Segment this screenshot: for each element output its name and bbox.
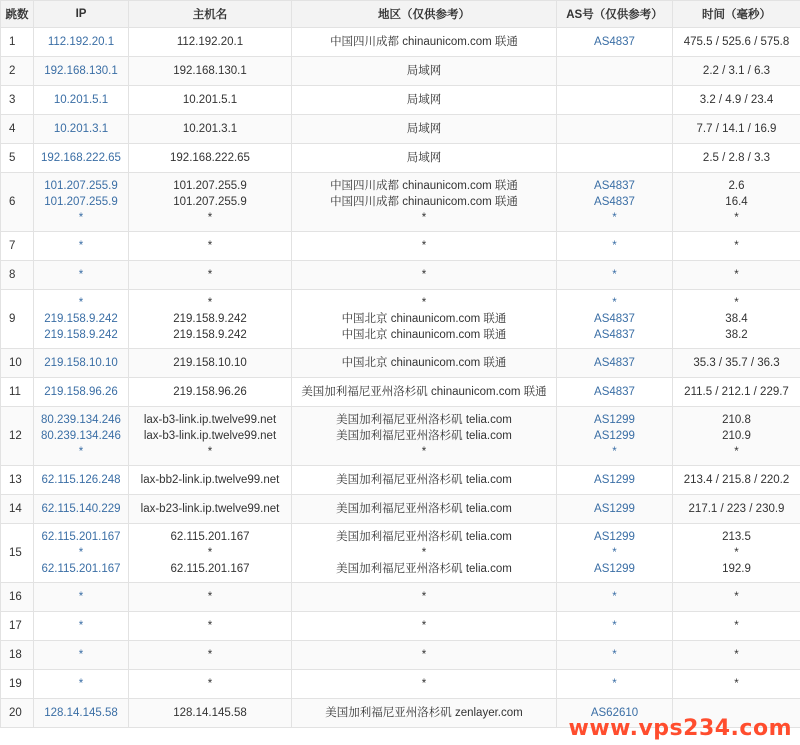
region-cell	[292, 699, 557, 728]
table-row	[1, 670, 800, 699]
ip-cell	[34, 641, 129, 670]
region-text: 中国北京 chinaunicom.com 联通	[341, 313, 507, 325]
table-row	[1, 144, 800, 173]
table-row	[1, 466, 800, 495]
ip-link: *	[78, 240, 84, 252]
ip-link[interactable]: 112.192.20.1	[47, 36, 115, 48]
hostname-cell	[129, 699, 292, 728]
region-cell	[292, 407, 557, 466]
hostname-text: 219.158.9.242	[173, 313, 247, 325]
time-text: 210.9	[722, 430, 751, 442]
region-text: 中国北京 chinaunicom.com 联通	[341, 357, 507, 369]
time-cell	[673, 466, 800, 495]
hostname-text: 62.115.201.167	[170, 563, 250, 575]
region-text: 美国加利福尼亚州洛杉矶 telia.com	[336, 503, 512, 515]
ip-link[interactable]: 62.115.140.229	[41, 503, 121, 515]
as-cell	[557, 28, 673, 57]
as-link: *	[612, 547, 617, 559]
table-row	[1, 261, 800, 290]
time-cell	[673, 28, 800, 57]
hop-number: 7	[1, 232, 34, 261]
time-text: 192.9	[722, 563, 751, 575]
hostname-text: 128.14.145.58	[173, 707, 247, 719]
ip-cell	[34, 670, 129, 699]
as-cell	[557, 670, 673, 699]
ip-link[interactable]: 128.14.145.58	[44, 707, 118, 719]
ip-link[interactable]: 62.115.126.248	[41, 474, 121, 486]
time-cell	[673, 57, 800, 86]
time-text: *	[734, 678, 739, 690]
time-text: *	[734, 297, 739, 309]
hop-number: 12	[1, 407, 34, 466]
hostname-cell	[129, 144, 292, 173]
hostname-cell	[129, 57, 292, 86]
column-header-hostname: 主机名	[129, 1, 292, 28]
ip-link[interactable]: 62.115.201.167	[41, 563, 121, 575]
hostname-text: 192.168.222.65	[170, 152, 250, 164]
region-text: 美国加利福尼亚州洛杉矶 telia.com	[336, 430, 512, 442]
hostname-cell	[129, 583, 292, 612]
ip-cell	[34, 524, 129, 583]
region-text: 局域网	[406, 123, 442, 135]
table-header-row	[1, 1, 800, 28]
region-cell	[292, 641, 557, 670]
ip-link[interactable]: 219.158.9.242	[44, 329, 118, 341]
hostname-text: 112.192.20.1	[176, 36, 244, 48]
hostname-text: 192.168.130.1	[173, 65, 247, 77]
time-cell	[673, 641, 800, 670]
region-text: *	[421, 678, 427, 690]
region-cell	[292, 86, 557, 115]
as-cell	[557, 524, 673, 583]
as-cell	[557, 57, 673, 86]
hostname-text: lax-b3-link.ip.twelve99.net	[143, 430, 277, 442]
time-cell	[673, 144, 800, 173]
hostname-cell	[129, 641, 292, 670]
hostname-cell	[129, 115, 292, 144]
hostname-text: 219.158.9.242	[173, 329, 247, 341]
hop-number: 17	[1, 612, 34, 641]
ip-cell	[34, 86, 129, 115]
region-cell	[292, 232, 557, 261]
region-text: 美国加利福尼亚州洛杉矶 telia.com	[336, 563, 512, 575]
time-text: 475.5 / 525.6 / 575.8	[683, 36, 790, 48]
hostname-cell	[129, 378, 292, 407]
as-cell	[557, 612, 673, 641]
as-link[interactable]: AS4837	[594, 357, 635, 369]
region-text: *	[421, 591, 427, 603]
ip-cell	[34, 115, 129, 144]
region-cell	[292, 173, 557, 232]
hostname-text: *	[207, 446, 213, 458]
as-link: *	[612, 446, 617, 458]
hop-number: 5	[1, 144, 34, 173]
as-cell	[557, 261, 673, 290]
time-text: *	[734, 212, 739, 224]
as-link: *	[612, 240, 617, 252]
as-link[interactable]: AS4837	[594, 180, 635, 192]
as-link[interactable]: AS62610	[590, 707, 639, 719]
time-cell	[673, 86, 800, 115]
hostname-text: lax-b3-link.ip.twelve99.net	[143, 414, 277, 426]
time-cell	[673, 349, 800, 378]
as-link: *	[612, 620, 617, 632]
region-cell	[292, 583, 557, 612]
region-cell	[292, 495, 557, 524]
time-text: 7.7 / 14.1 / 16.9	[696, 123, 777, 135]
hostname-text: 10.201.3.1	[182, 123, 238, 135]
time-cell	[673, 583, 800, 612]
time-cell	[673, 495, 800, 524]
region-cell	[292, 290, 557, 349]
ip-link[interactable]: 10.201.5.1	[53, 94, 109, 106]
hop-number: 9	[1, 290, 34, 349]
as-link: *	[612, 297, 617, 309]
ip-link[interactable]: 101.207.255.9	[44, 196, 118, 208]
time-text: 16.4	[725, 196, 748, 208]
hostname-text: *	[207, 591, 213, 603]
time-text: 213.4 / 215.8 / 220.2	[683, 474, 790, 486]
hostname-cell	[129, 349, 292, 378]
region-cell	[292, 524, 557, 583]
ip-link[interactable]: 101.207.255.9	[44, 180, 118, 192]
ip-link: *	[78, 446, 84, 458]
region-text: 中国四川成都 chinaunicom.com 联通	[330, 196, 518, 208]
ip-link[interactable]: 10.201.3.1	[53, 123, 109, 135]
ip-cell	[34, 349, 129, 378]
time-text: *	[734, 240, 739, 252]
as-cell	[557, 583, 673, 612]
hop-number: 14	[1, 495, 34, 524]
table-row	[1, 524, 800, 583]
ip-cell	[34, 583, 129, 612]
hop-number: 18	[1, 641, 34, 670]
ip-cell	[34, 57, 129, 86]
as-link: *	[612, 678, 617, 690]
hostname-cell	[129, 86, 292, 115]
as-link: *	[612, 269, 617, 281]
region-text: *	[421, 240, 427, 252]
hostname-text: *	[207, 269, 213, 281]
hostname-text: 219.158.96.26	[173, 386, 247, 398]
column-header-as: AS号（仅供参考）	[557, 1, 673, 28]
column-header-hop: 跳数	[1, 1, 34, 28]
time-cell	[673, 115, 800, 144]
table-row	[1, 378, 800, 407]
region-cell	[292, 115, 557, 144]
table-row	[1, 290, 800, 349]
region-text: *	[421, 269, 427, 281]
region-cell	[292, 28, 557, 57]
hostname-cell	[129, 407, 292, 466]
region-text: *	[421, 446, 427, 458]
time-text: 2.5 / 2.8 / 3.3	[702, 152, 771, 164]
region-text: 美国加利福尼亚州洛杉矶 chinaunicom.com 联通	[301, 386, 547, 398]
time-text: *	[734, 591, 739, 603]
hostname-cell	[129, 261, 292, 290]
as-link[interactable]: AS4837	[594, 386, 635, 398]
time-text: 38.2	[725, 329, 748, 341]
region-cell	[292, 378, 557, 407]
ip-cell	[34, 290, 129, 349]
ip-link[interactable]: 219.158.96.26	[44, 386, 118, 398]
column-header-time: 时间（毫秒）	[673, 1, 800, 28]
table-row	[1, 115, 800, 144]
region-cell	[292, 144, 557, 173]
ip-cell	[34, 378, 129, 407]
as-link[interactable]: AS1299	[594, 563, 635, 575]
table-row	[1, 495, 800, 524]
hostname-cell	[129, 524, 292, 583]
hop-number: 16	[1, 583, 34, 612]
table-row	[1, 407, 800, 466]
region-text: 中国四川成都 chinaunicom.com 联通	[330, 36, 518, 48]
as-cell	[557, 641, 673, 670]
ip-link: *	[78, 297, 84, 309]
as-link[interactable]: AS1299	[594, 430, 635, 442]
as-cell	[557, 115, 673, 144]
ip-link: *	[78, 591, 84, 603]
hostname-cell	[129, 670, 292, 699]
as-cell	[557, 349, 673, 378]
as-link	[557, 121, 672, 137]
time-cell	[673, 612, 800, 641]
time-text: *	[734, 547, 739, 559]
table-row	[1, 173, 800, 232]
table-row	[1, 612, 800, 641]
ip-link[interactable]: 80.239.134.246	[41, 430, 121, 442]
time-cell	[673, 524, 800, 583]
time-text: 38.4	[725, 313, 748, 325]
time-text: 2.6	[728, 180, 745, 192]
hostname-cell	[129, 466, 292, 495]
region-text: 美国加利福尼亚州洛杉矶 telia.com	[336, 474, 512, 486]
hostname-text: *	[207, 212, 213, 224]
as-cell	[557, 144, 673, 173]
time-text: 213.5	[722, 531, 751, 543]
time-cell	[673, 261, 800, 290]
time-cell	[673, 407, 800, 466]
as-link[interactable]: AS4837	[594, 36, 635, 48]
as-cell	[557, 466, 673, 495]
region-cell	[292, 261, 557, 290]
as-link	[557, 150, 672, 166]
as-cell	[557, 407, 673, 466]
ip-link: *	[78, 620, 84, 632]
time-text: *	[734, 620, 739, 632]
ip-cell	[34, 495, 129, 524]
hostname-text: *	[207, 649, 213, 661]
region-text: *	[421, 649, 427, 661]
as-cell	[557, 290, 673, 349]
hostname-cell	[129, 495, 292, 524]
site-watermark: www.vps234.com	[568, 716, 792, 741]
region-text: 美国加利福尼亚州洛杉矶 telia.com	[336, 414, 512, 426]
region-text: 局域网	[406, 152, 442, 164]
ip-cell	[34, 407, 129, 466]
table-row	[1, 28, 800, 57]
region-cell	[292, 466, 557, 495]
hostname-cell	[129, 290, 292, 349]
time-text: 211.5 / 212.1 / 229.7	[684, 386, 789, 398]
ip-cell	[34, 466, 129, 495]
hop-number: 13	[1, 466, 34, 495]
as-link: *	[612, 591, 617, 603]
time-text: 210.8	[722, 414, 751, 426]
hostname-cell	[129, 612, 292, 641]
as-link[interactable]: AS1299	[594, 503, 635, 515]
as-link[interactable]: AS4837	[594, 329, 635, 341]
region-text: 美国加利福尼亚州洛杉矶 telia.com	[336, 531, 512, 543]
as-link	[557, 63, 672, 79]
region-cell	[292, 349, 557, 378]
hop-number: 15	[1, 524, 34, 583]
as-link[interactable]: AS1299	[594, 474, 635, 486]
region-cell	[292, 670, 557, 699]
as-cell	[557, 232, 673, 261]
region-text: *	[421, 212, 427, 224]
ip-cell	[34, 173, 129, 232]
ip-link[interactable]: 80.239.134.246	[41, 414, 121, 426]
time-cell	[673, 173, 800, 232]
hop-number: 8	[1, 261, 34, 290]
column-header-ip: IP	[34, 1, 129, 28]
table-row	[1, 583, 800, 612]
hop-number: 20	[1, 699, 34, 728]
ip-cell	[34, 28, 129, 57]
hostname-text: *	[207, 240, 213, 252]
hostname-text: *	[207, 547, 213, 559]
hop-number: 19	[1, 670, 34, 699]
table-row	[1, 86, 800, 115]
region-text: 美国加利福尼亚州洛杉矶 zenlayer.com	[325, 707, 523, 719]
hostname-text: 10.201.5.1	[182, 94, 238, 106]
hostname-cell	[129, 232, 292, 261]
as-cell	[557, 495, 673, 524]
region-text: *	[421, 297, 427, 309]
hop-number: 10	[1, 349, 34, 378]
region-text: 中国北京 chinaunicom.com 联通	[341, 329, 507, 341]
table-row	[1, 349, 800, 378]
hop-number: 1	[1, 28, 34, 57]
time-text: 2.2 / 3.1 / 6.3	[702, 65, 771, 77]
time-text: *	[734, 269, 739, 281]
hostname-text: 101.207.255.9	[173, 196, 247, 208]
hop-number: 4	[1, 115, 34, 144]
time-text: 217.1 / 223 / 230.9	[688, 503, 785, 515]
time-text: 3.2 / 4.9 / 23.4	[699, 94, 774, 106]
as-link[interactable]: AS1299	[594, 531, 635, 543]
time-cell	[673, 290, 800, 349]
region-cell	[292, 57, 557, 86]
hostname-cell	[129, 173, 292, 232]
ip-link: *	[78, 547, 84, 559]
ip-link: *	[78, 678, 84, 690]
region-text: 局域网	[406, 65, 442, 77]
table-row	[1, 57, 800, 86]
time-cell	[673, 378, 800, 407]
as-cell	[557, 173, 673, 232]
hostname-text: *	[207, 678, 213, 690]
ip-link[interactable]: 62.115.201.167	[41, 531, 121, 543]
as-cell	[557, 86, 673, 115]
as-link: *	[612, 649, 617, 661]
ip-link[interactable]: 192.168.130.1	[44, 65, 118, 77]
hostname-text: *	[207, 297, 213, 309]
region-text: 局域网	[406, 94, 442, 106]
ip-link: *	[78, 212, 84, 224]
hop-number: 11	[1, 378, 34, 407]
region-text: *	[421, 547, 427, 559]
ip-cell	[34, 261, 129, 290]
hop-number: 2	[1, 57, 34, 86]
hop-number: 3	[1, 86, 34, 115]
ip-link: *	[78, 649, 84, 661]
ip-link[interactable]: 192.168.222.65	[41, 152, 121, 164]
as-link[interactable]: AS1299	[594, 414, 635, 426]
ip-link: *	[78, 269, 84, 281]
time-text: *	[734, 649, 739, 661]
region-text: *	[421, 620, 427, 632]
hostname-text: 219.158.10.10	[173, 357, 247, 369]
as-link[interactable]: AS4837	[594, 313, 635, 325]
ip-cell	[34, 612, 129, 641]
hostname-text: lax-b23-link.ip.twelve99.net	[140, 503, 280, 515]
as-cell	[557, 378, 673, 407]
time-cell	[673, 232, 800, 261]
as-link	[557, 92, 672, 108]
ip-cell	[34, 699, 129, 728]
ip-cell	[34, 232, 129, 261]
as-link: *	[612, 212, 617, 224]
ip-link[interactable]: 219.158.9.242	[44, 313, 118, 325]
hop-number: 6	[1, 173, 34, 232]
table-body	[1, 28, 800, 728]
table-row	[1, 641, 800, 670]
hostname-cell	[129, 28, 292, 57]
as-link[interactable]: AS4837	[594, 196, 635, 208]
time-cell	[673, 670, 800, 699]
region-cell	[292, 612, 557, 641]
hostname-text: lax-bb2-link.ip.twelve99.net	[140, 474, 280, 486]
time-text: 35.3 / 35.7 / 36.3	[693, 357, 780, 369]
ip-cell	[34, 144, 129, 173]
hostname-text: *	[207, 620, 213, 632]
region-text: 中国四川成都 chinaunicom.com 联通	[330, 180, 518, 192]
ip-link[interactable]: 219.158.10.10	[44, 357, 118, 369]
column-header-region: 地区（仅供参考）	[292, 1, 557, 28]
time-text: *	[734, 446, 739, 458]
hostname-text: 101.207.255.9	[173, 180, 247, 192]
table-row	[1, 232, 800, 261]
hostname-text: 62.115.201.167	[170, 531, 250, 543]
